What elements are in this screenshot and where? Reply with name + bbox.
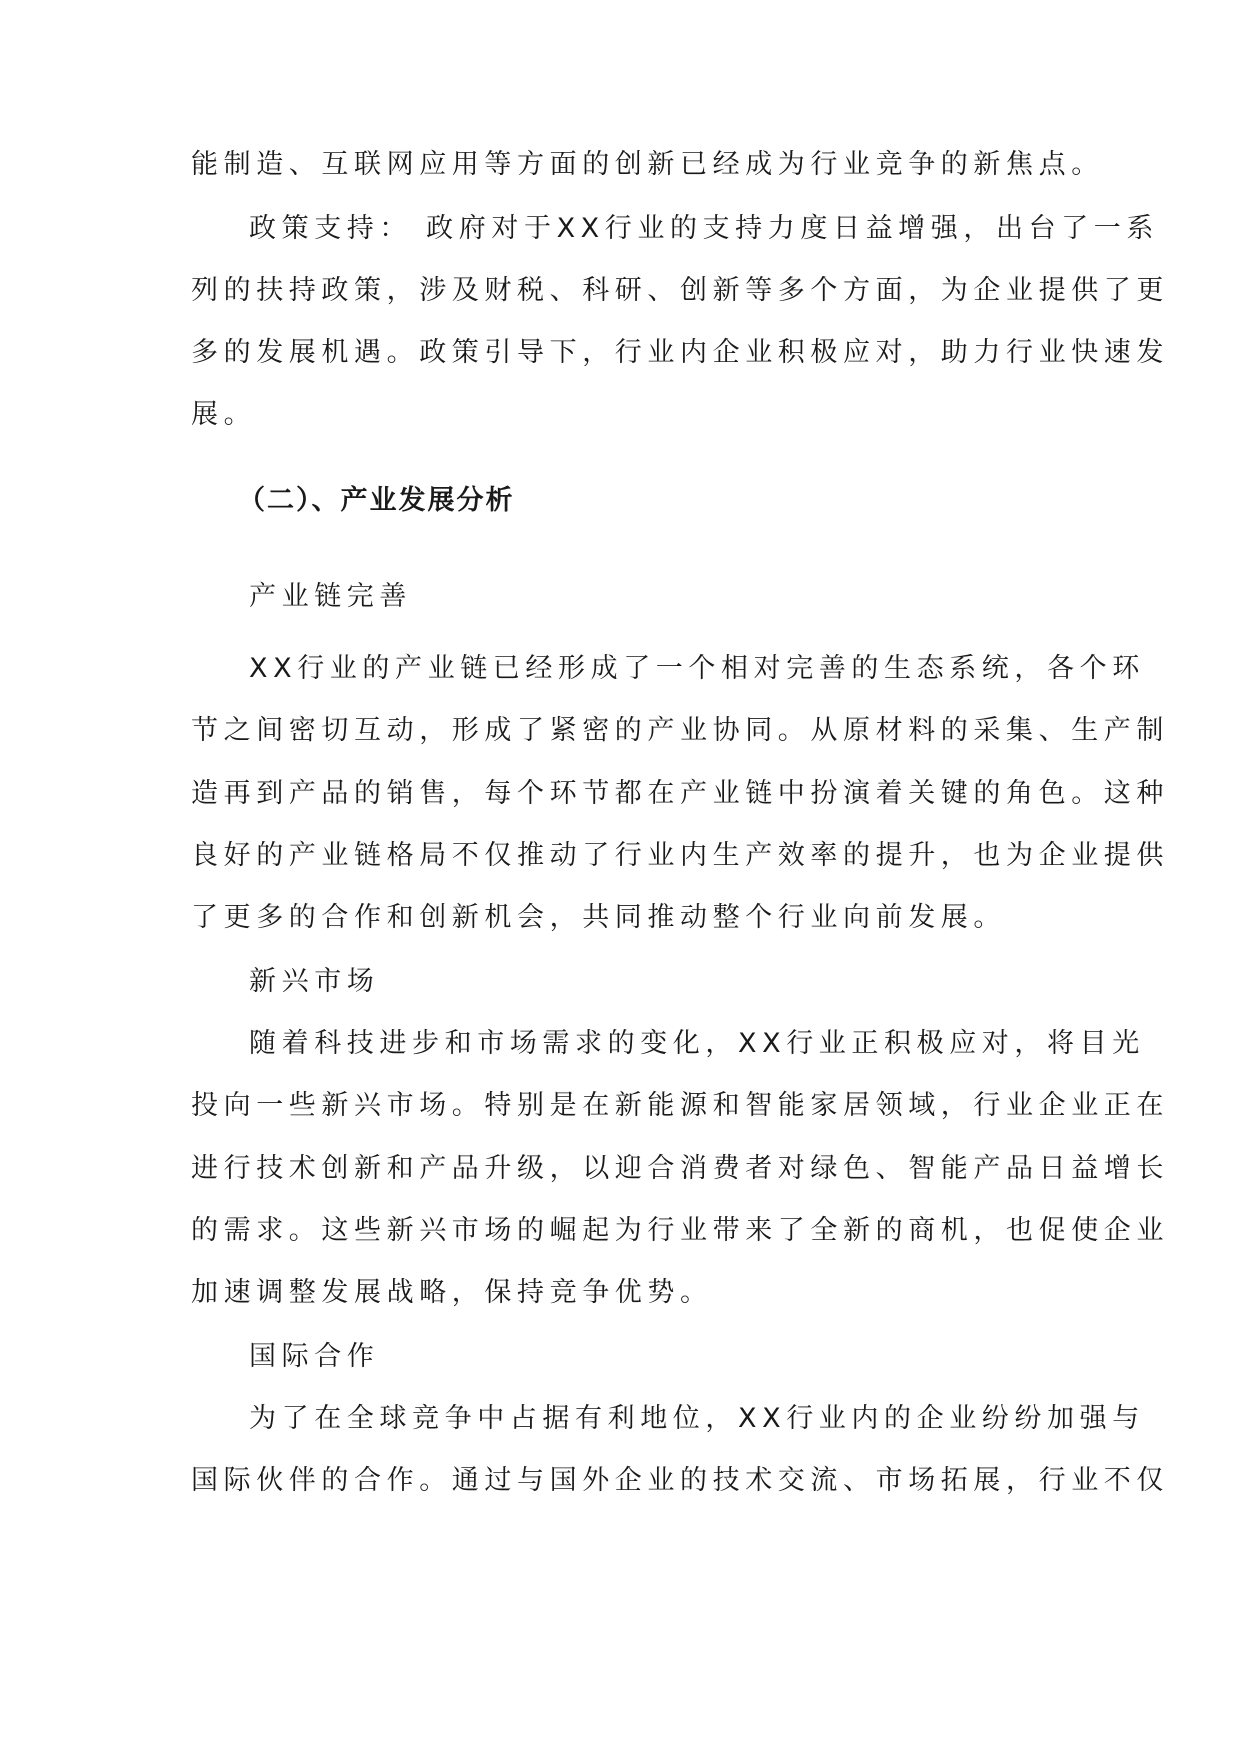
- paragraph-line: 随着科技进步和市场需求的变化，XX行业正积极应对，将目光: [249, 1028, 1145, 1059]
- subsection-title: 产业链完善: [249, 581, 412, 612]
- paragraph-line: 了更多的合作和创新机会，共同推动整个行业向前发展。: [191, 902, 1006, 933]
- paragraph-line: 投向一些新兴市场。特别是在新能源和智能家居领域，行业企业正在: [191, 1090, 1169, 1121]
- subsection-title: 新兴市场: [249, 966, 380, 997]
- paragraph-line: 节之间密切互动，形成了紧密的产业协同。从原材料的采集、生产制: [191, 715, 1169, 746]
- paragraph-line: 为了在全球竞争中占据有利地位，XX行业内的企业纷纷加强与: [249, 1403, 1145, 1434]
- paragraph-line: 造再到产品的销售，每个环节都在产业链中扮演着关键的角色。这种: [191, 778, 1169, 809]
- paragraph-line: 展。: [191, 399, 257, 430]
- paragraph-line: 的需求。这些新兴市场的崛起为行业带来了全新的商机，也促使企业: [191, 1215, 1169, 1246]
- paragraph-line: 多的发展机遇。政策引导下，行业内企业积极应对，助力行业快速发: [191, 337, 1169, 368]
- paragraph-line: 进行技术创新和产品升级，以迎合消费者对绿色、智能产品日益增长: [191, 1153, 1169, 1184]
- paragraph-line: 能制造、互联网应用等方面的创新已经成为行业竞争的新焦点。: [191, 149, 1104, 180]
- paragraph-line: 加速调整发展战略，保持竞争优势。: [191, 1277, 713, 1308]
- paragraph-line: 列的扶持政策，涉及财税、科研、创新等多个方面，为企业提供了更: [191, 275, 1169, 306]
- paragraph-line: XX行业的产业链已经形成了一个相对完善的生态系统，各个环: [249, 653, 1145, 684]
- paragraph-line: 国际伙伴的合作。通过与国外企业的技术交流、市场拓展，行业不仅: [191, 1465, 1169, 1496]
- subsection-title: 国际合作: [249, 1341, 380, 1372]
- paragraph-line: 政策支持： 政府对于XX行业的支持力度日益增强，出台了一系: [249, 213, 1159, 244]
- section-heading: （二）、产业发展分析: [238, 485, 515, 516]
- paragraph-line: 良好的产业链格局不仅推动了行业内生产效率的提升，也为企业提供: [191, 840, 1169, 871]
